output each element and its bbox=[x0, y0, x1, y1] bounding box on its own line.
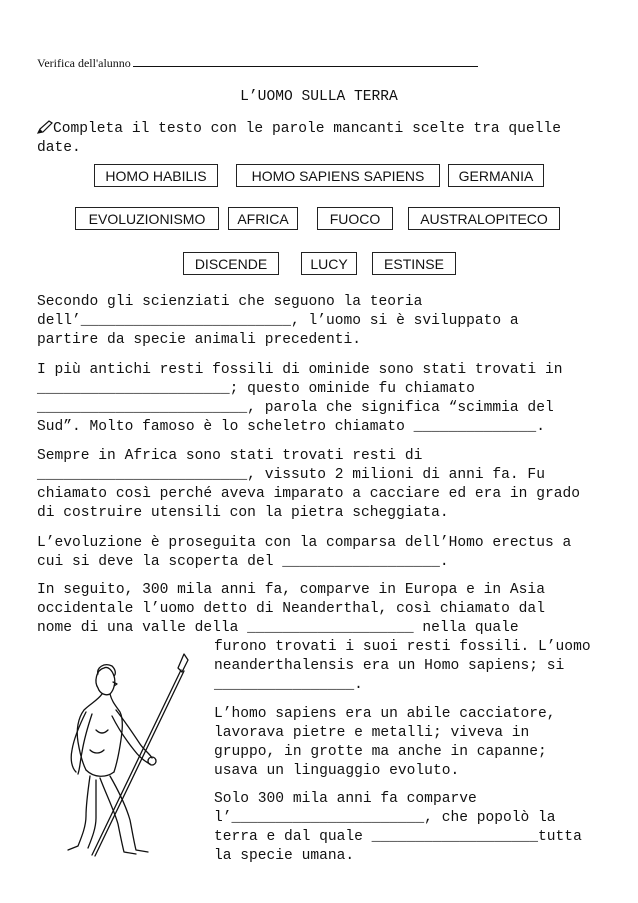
text-line: I più antichi resti fossili di ominide sono stati trovati in bbox=[37, 362, 563, 378]
text-line-with-blank[interactable]: dell’________________________, l’uomo si è sviluppato a bbox=[37, 313, 519, 329]
word-box-australopiteco: AUSTRALOPITECO bbox=[408, 207, 560, 230]
text-line: In seguito, 300 mila anni fa, comparve in Europa e in Asia bbox=[37, 582, 545, 598]
text-line-with-blank[interactable]: ________________________, parola che significa “scimmia del bbox=[37, 400, 554, 416]
text-line: L’evoluzione è proseguita con la comparsa dell’Homo erectus a bbox=[37, 535, 572, 551]
paragraph-neanderthal bbox=[37, 581, 545, 638]
text-line: L’homo sapiens era un abile cacciatore, bbox=[214, 706, 556, 722]
text-line: furono trovati i suoi resti fossili. L’uomo bbox=[214, 639, 591, 655]
student-name-field bbox=[37, 56, 478, 71]
text-line-with-blank[interactable]: ______________________; questo ominide fu chiamato bbox=[37, 381, 475, 397]
text-line: Solo 300 mila anni fa comparve bbox=[214, 791, 477, 807]
instruction bbox=[37, 120, 561, 158]
text-line: lavorava pietre e metalli; viveva in bbox=[214, 725, 530, 741]
text-line: gruppo, in grotte ma anche in capanne; bbox=[214, 744, 547, 760]
instruction-line-1: Completa il testo con le parole mancanti scelte tra quelle bbox=[53, 121, 561, 137]
word-box-homo-sapiens-sapiens: HOMO SAPIENS SAPIENS bbox=[236, 164, 440, 187]
student-name-label: Verifica dell'alunno bbox=[37, 56, 131, 70]
word-box-africa: AFRICA bbox=[228, 207, 298, 230]
text-line-with-blank[interactable]: ________________________, vissuto 2 milioni di anni fa. Fu bbox=[37, 467, 545, 483]
text-line: Sempre in Africa sono stati trovati resti di bbox=[37, 448, 423, 464]
word-box-fuoco: FUOCO bbox=[317, 207, 393, 230]
paragraph-homo-sapiens bbox=[214, 705, 556, 781]
text-line-with-blank[interactable]: nome di una valle della ___________________ nella quale bbox=[37, 620, 519, 636]
text-line: neanderthalensis era un Homo sapiens; si bbox=[214, 658, 565, 674]
word-box-germania: GERMANIA bbox=[448, 164, 544, 187]
text-line: Secondo gli scienziati che seguono la teoria bbox=[37, 294, 423, 310]
paragraph-homo-sapiens-sapiens bbox=[214, 790, 582, 866]
pencil-icon bbox=[37, 120, 53, 139]
text-line: chiamato così perché aveva imparato a cacciare ed era in grado bbox=[37, 486, 580, 502]
paragraph-evolution-theory bbox=[37, 293, 519, 350]
text-line-with-blank[interactable]: Sud”. Molto famoso è lo scheletro chiamato ______________. bbox=[37, 419, 545, 435]
text-line-with-blank[interactable]: l’______________________, che popolò la bbox=[214, 810, 556, 826]
text-line: partire da specie animali precedenti. bbox=[37, 332, 362, 348]
prehistoric-man-illustration bbox=[60, 650, 210, 860]
word-box-evoluzionismo: EVOLUZIONISMO bbox=[75, 207, 219, 230]
text-line: occidentale l’uomo detto di Neanderthal, così chiamato dal bbox=[37, 601, 545, 617]
text-line: di costruire utensili con la pietra scheggiata. bbox=[37, 505, 449, 521]
text-line: la specie umana. bbox=[214, 848, 355, 864]
word-box-homo-habilis: HOMO HABILIS bbox=[94, 164, 218, 187]
paragraph-homo-erectus bbox=[37, 534, 571, 572]
word-box-lucy: LUCY bbox=[301, 252, 357, 275]
page-title: L’UOMO SULLA TERRA bbox=[240, 89, 398, 105]
text-line-with-blank[interactable]: ________________. bbox=[214, 677, 363, 693]
text-line-with-blank[interactable]: cui si deve la scoperta del __________________. bbox=[37, 554, 449, 570]
word-box-estinse: ESTINSE bbox=[372, 252, 456, 275]
paragraph-neanderthal-continued bbox=[214, 638, 591, 695]
paragraph-homo-habilis bbox=[37, 447, 580, 523]
paragraph-oldest-fossils bbox=[37, 361, 562, 437]
student-name-line[interactable] bbox=[133, 56, 478, 67]
word-box-discende: DISCENDE bbox=[183, 252, 279, 275]
text-line: usava un linguaggio evoluto. bbox=[214, 763, 460, 779]
instruction-line-2: date. bbox=[37, 140, 81, 156]
text-line-with-blank[interactable]: terra e dal quale ___________________tutta bbox=[214, 829, 582, 845]
